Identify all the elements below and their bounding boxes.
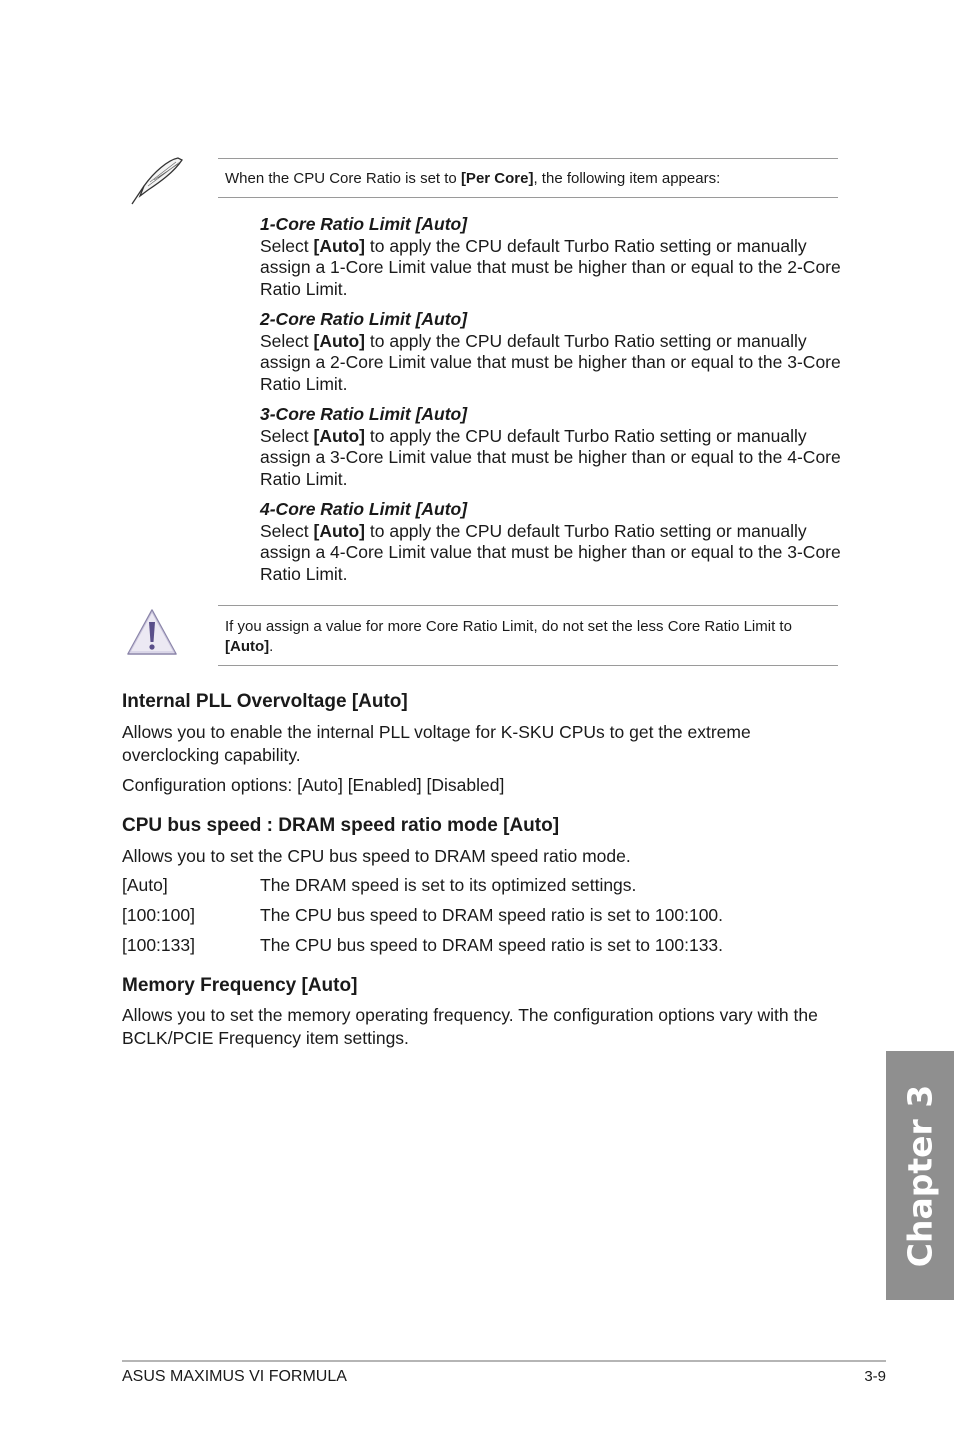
caution-bold: [Auto] bbox=[225, 638, 270, 655]
note-bold: [Per Core] bbox=[460, 170, 534, 187]
footer-page-number: 3-9 bbox=[864, 1368, 886, 1385]
core-item-body: Select [Auto] to apply the CPU default Turbo Ratio setting or manually assign a 2-Core Limit value that must be higher than or equal to the 3-Core Ratio Limit. bbox=[260, 330, 841, 394]
core-item-body: Select [Auto] to apply the CPU default Turbo Ratio setting or manually assign a 3-Core Limit value that must be higher than or equal to the 4-Core Ratio Limit. bbox=[260, 425, 841, 489]
caution-icon bbox=[124, 606, 180, 660]
core-item-4 bbox=[260, 499, 850, 585]
core-item-1 bbox=[260, 214, 850, 300]
footer-product: ASUS MAXIMUS VI FORMULA bbox=[122, 1368, 347, 1385]
pencil-note-icon bbox=[128, 152, 188, 208]
option-key: [Auto] bbox=[122, 875, 168, 895]
option-value: The CPU bus speed to DRAM speed ratio is set to 100:100. bbox=[260, 905, 724, 925]
core-item-title: 1-Core Ratio Limit [Auto] bbox=[260, 214, 468, 234]
dram-ratio-description: Allows you to set the CPU bus speed to DRAM speed ratio mode. bbox=[122, 846, 631, 866]
memfreq-heading: Memory Frequency [Auto] bbox=[122, 975, 358, 996]
option-value: The DRAM speed is set to its optimized settings. bbox=[260, 875, 637, 895]
footer-rule bbox=[122, 1360, 886, 1362]
core-item-2 bbox=[260, 309, 850, 395]
core-item-3 bbox=[260, 404, 850, 490]
core-item-title: 3-Core Ratio Limit [Auto] bbox=[260, 404, 468, 424]
pll-heading: Internal PLL Overvoltage [Auto] bbox=[122, 691, 408, 712]
memfreq-description: Allows you to set the memory operating frequency. The configuration options vary with the BCLK/PCIE Frequency item settings. bbox=[122, 1005, 818, 1048]
core-item-body: Select [Auto] to apply the CPU default Turbo Ratio setting or manually assign a 4-Core Limit value that must be higher than or equal to the 3-Core Ratio Limit. bbox=[260, 520, 841, 584]
option-key: [100:100] bbox=[122, 905, 195, 925]
pll-description: Allows you to enable the internal PLL voltage for K-SKU CPUs to get the extreme overclocking capability. bbox=[122, 722, 751, 765]
core-item-body: Select [Auto] to apply the CPU default Turbo Ratio setting or manually assign a 1-Core Limit value that must be higher than or equal to the 2-Core Ratio Limit. bbox=[260, 235, 841, 299]
option-key: [100:133] bbox=[122, 935, 195, 955]
warning-triangle-icon bbox=[124, 606, 180, 660]
chapter-tab-label: Chapter 3 bbox=[900, 1084, 940, 1267]
dram-ratio-heading: CPU bus speed : DRAM speed ratio mode [Auto] bbox=[122, 815, 560, 836]
note-text: When the CPU Core Ratio is set to [Per Core], the following item appears: bbox=[225, 170, 721, 187]
caution-top-rule bbox=[218, 605, 838, 606]
option-value: The CPU bus speed to DRAM speed ratio is set to 100:133. bbox=[260, 935, 724, 955]
note-bottom-rule bbox=[218, 197, 838, 198]
pll-config: Configuration options: [Auto] [Enabled] [Disabled] bbox=[122, 775, 505, 795]
note-top-rule bbox=[218, 158, 838, 159]
caution-bottom-rule bbox=[218, 665, 838, 666]
chapter-tab bbox=[886, 1051, 954, 1300]
core-item-title: 2-Core Ratio Limit [Auto] bbox=[260, 309, 468, 329]
note-icon bbox=[128, 152, 188, 208]
core-item-title: 4-Core Ratio Limit [Auto] bbox=[260, 499, 468, 519]
caution-text: If you assign a value for more Core Ratio Limit, do not set the less Core Ratio Limit to [Auto]. bbox=[225, 618, 792, 655]
